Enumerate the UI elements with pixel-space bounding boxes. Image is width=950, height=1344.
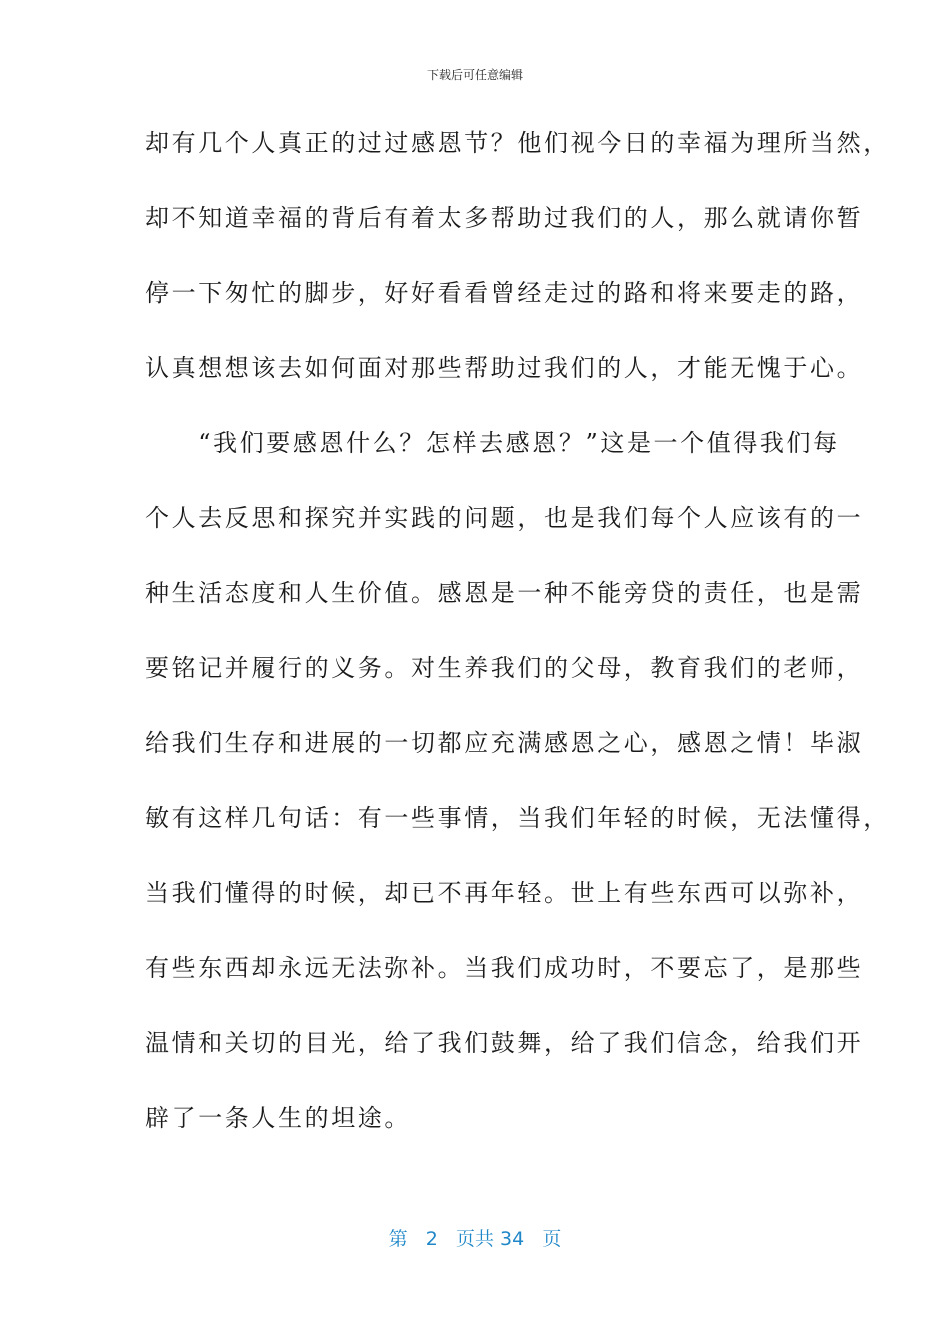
text-line: 当我们懂得的时候，却已不再年轻。世上有些东西可以弥补， xyxy=(145,879,864,907)
text-line: 敏有这样几句话：有一些事情，当我们年轻的时候，无法懂得， xyxy=(145,804,890,832)
text-line: 却有几个人真正的过过感恩节？他们视今日的幸福为理所当然， xyxy=(145,129,890,157)
text-line: 种生活态度和人生价值。感恩是一种不能旁贷的责任，也是需 xyxy=(145,579,864,607)
text-line: 认真想想该去如何面对那些帮助过我们的人，才能无愧于心。 xyxy=(145,354,864,382)
page-current: 2 xyxy=(425,1228,438,1250)
text-line: 停一下匆忙的脚步，好好看看曾经走过的路和将来要走的路， xyxy=(145,279,864,307)
page-total: 34 xyxy=(500,1228,525,1250)
page-label-suffix: 页 xyxy=(542,1228,562,1250)
text-line: 个人去反思和探究并实践的问题，也是我们每个人应该有的一 xyxy=(145,504,864,532)
text-line: 要铭记并履行的义务。对生养我们的父母，教育我们的老师， xyxy=(145,654,864,682)
text-line: 辟了一条人生的坦途。 xyxy=(145,1104,411,1132)
header-note: 下载后可任意编辑 xyxy=(426,68,523,82)
text-line: 给我们生存和进展的一切都应充满感恩之心，感恩之情！毕淑 xyxy=(145,729,864,757)
page-label-mid: 页共 xyxy=(455,1228,494,1250)
page-label-prefix: 第 xyxy=(388,1228,408,1250)
text-line: 温情和关切的目光，给了我们鼓舞，给了我们信念，给我们开 xyxy=(145,1029,864,1057)
page-number-footer xyxy=(0,1224,950,1251)
text-line: “我们要感恩什么？怎样去感恩？”这是一个值得我们每 xyxy=(145,429,840,457)
text-line: 有些东西却永远无法弥补。当我们成功时，不要忘了，是那些 xyxy=(145,954,864,982)
text-line: 却不知道幸福的背后有着太多帮助过我们的人，那么就请你暂 xyxy=(145,204,864,232)
